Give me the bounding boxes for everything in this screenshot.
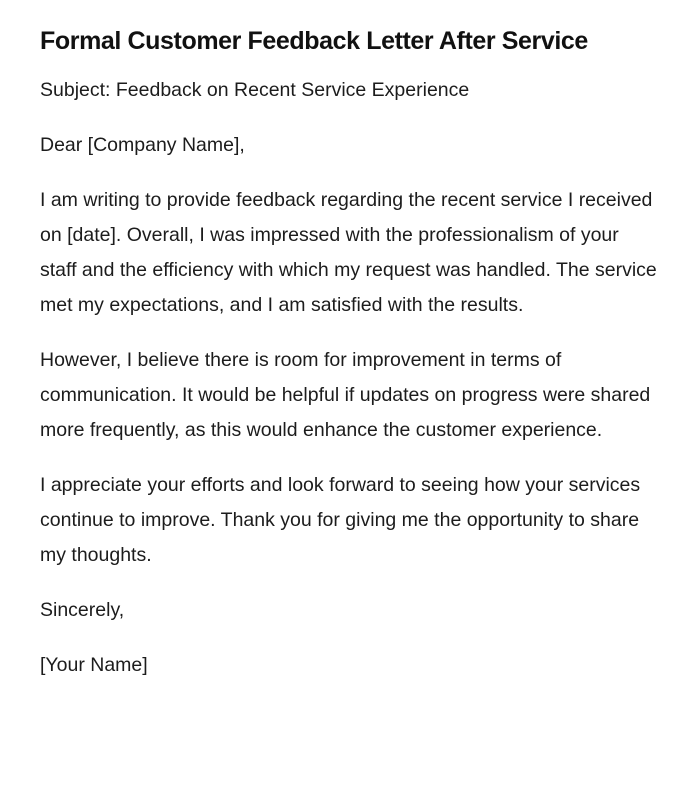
letter-document bbox=[40, 25, 660, 703]
body-paragraph-2: However, I believe there is room for improvement in terms of communication. It would be helpful if updates on progress were shared more frequently, as this would enhance the customer experience. bbox=[40, 349, 651, 441]
body-paragraph-3: I appreciate your efforts and look forward to seeing how your services continue to improve. Thank you for giving me the opportunity to share my thoughts. bbox=[40, 474, 641, 566]
signature: [Your Name] bbox=[40, 654, 148, 676]
subject-line: Subject: Feedback on Recent Service Experience bbox=[40, 79, 470, 101]
closing: Sincerely, bbox=[40, 599, 125, 621]
body-paragraph-1: I am writing to provide feedback regarding the recent service I received on [date]. Overall, I was impressed with the professionalism of your staff and the efficiency with which my request was handled. The service met my expectations, and I am satisfied with the results. bbox=[40, 189, 657, 316]
letter-title: Formal Customer Feedback Letter After Service bbox=[40, 27, 588, 55]
salutation: Dear [Company Name], bbox=[40, 134, 245, 156]
